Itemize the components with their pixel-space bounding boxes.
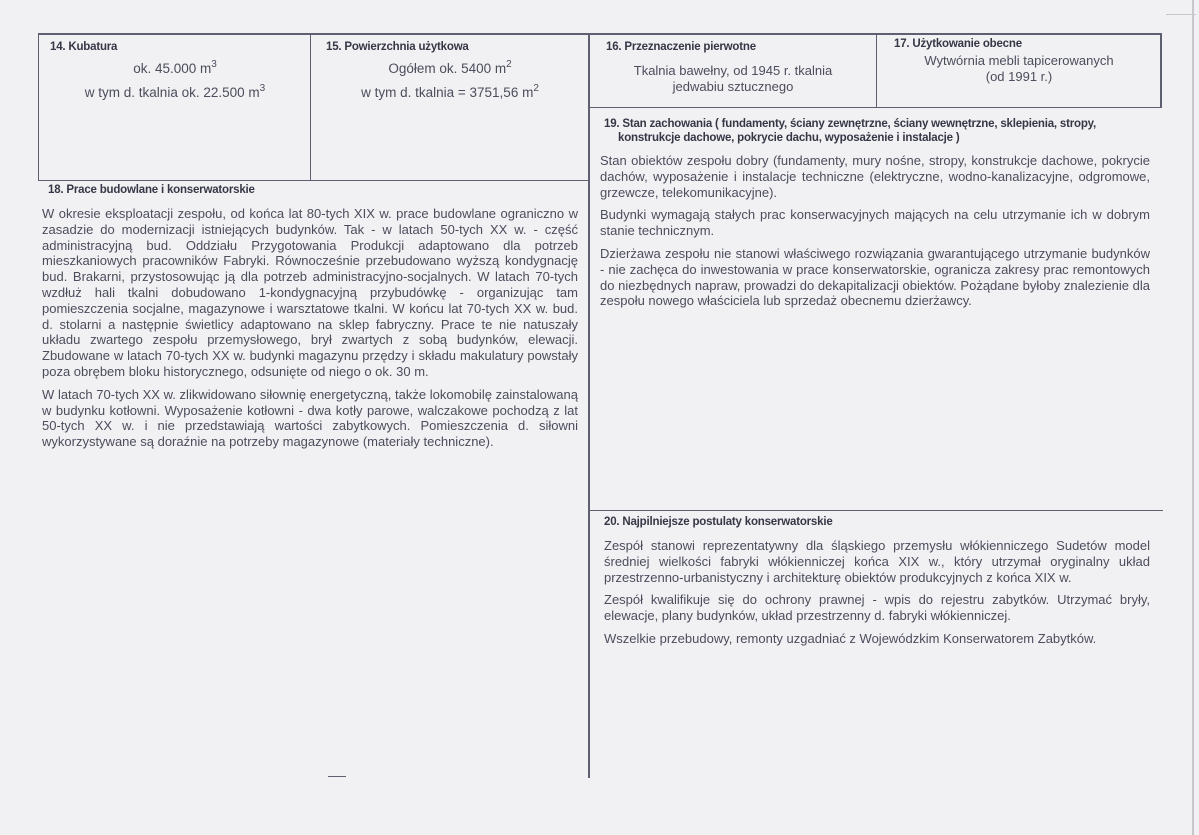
section-14-kubatura [42, 38, 308, 178]
section-14-title: 14. Kubatura [50, 41, 118, 53]
left-border-line [38, 33, 39, 180]
section-16-przeznaczenie [592, 38, 874, 106]
small-tick-mark [328, 776, 346, 777]
powierzchnia-total [314, 59, 586, 78]
section-15-powierzchnia [314, 38, 586, 178]
center-divider-line [588, 33, 590, 778]
kubatura-total-text: ok. 45.000 m [133, 61, 212, 76]
divider-row1-left [38, 180, 589, 181]
powierzchnia-tkalnia-unit-exp: 2 [533, 83, 539, 94]
top-border-line [38, 33, 1161, 35]
right-border-line [1160, 33, 1162, 108]
powierzchnia-total-unit-exp: 2 [506, 59, 512, 70]
przeznaczenie-line-1: Tkalnia bawełny, od 1945 r. tkalnia [633, 63, 833, 78]
postulaty-paragraph-1: Zespół stanowi reprezentatywny dla śląskiego przemysłu włókienniczego Sudetów model średniej wielkości fabryki włókienniczej końca XIX w., który utrzymał oryginalny układ przestrzenno-urbanistyczny i architekturę obiektów produkcyjnych z końca XIX w. [604, 538, 1150, 585]
divider-row1-right [589, 107, 1162, 108]
scan-edge-mark [1166, 14, 1196, 15]
uzytkowanie-value [880, 53, 1158, 85]
powierzchnia-tkalnia-text: w tym d. tkalnia = 3751,56 m [361, 85, 534, 100]
section-16-title: 16. Przeznaczenie pierwotne [606, 41, 756, 53]
stan-paragraph-2: Budynki wymagają stałych prac konserwacyjnych mających na celu utrzymanie ich w dobrym stanie technicznym. [600, 207, 1150, 239]
kubatura-total-unit-exp: 3 [211, 59, 217, 70]
przeznaczenie-line-2: jedwabiu sztucznego [672, 79, 794, 94]
section-17-uzytkowanie [880, 38, 1158, 106]
section-19-title-line-2: konstrukcje dachowe, pokrycie dachu, wyposażenie i instalacje ) [618, 132, 960, 144]
section-17-title: 17. Użytkowanie obecne [894, 38, 1022, 50]
przeznaczenie-value [592, 63, 874, 95]
divider-19-20 [589, 510, 1163, 511]
postulaty-paragraph-2: Zespół kwalifikuje się do ochrony prawnej - wpis do rejestru zabytków. Utrzymać bryły, elewacje, plany budynków, układ przestrzenny d. fabryki włókienniczej. [604, 592, 1150, 624]
prace-paragraph-2: W latach 70-tych XX w. zlikwidowano siłownię energetyczną, także lokomobilę zainstalowaną w budynku kotłowni. Wyposażenie kotłowni - dwa kotły parowe, walczakowe pochodzą z lat 50-tych XX w. i nie przedstawiają wartości zabytkowych. Pomieszczenia d. siłowni wykorzystywane są doraźnie na potrzeby magazynowe (materiały techniczne). [42, 386, 578, 450]
divider-14-15 [310, 33, 311, 181]
uzytkowanie-line-1: Wytwórnia mebli tapicerowanych [924, 53, 1114, 68]
prace-paragraph-1: W okresie eksploatacji zespołu, od końca lat 80-tych XIX w. prace budowlane ograniczno w zasadzie do modernizacji istniejących budynków. Tak - w latach 50-tych XX w. - część administracyjną bud. Oddziału Przygotowania Produkcji adaptowano dla potrzeb mieszkaniowych pracowników Fabryki. Równocześnie przebudowano wyższą kondygnację bud. Brakarni, przystosowując ją dla potrzeb administracyjno-socjalnych. W latach 70-tych wzdłuż hali tkalni dobudowano 1-kondygnacyjną przybudówkę - organizując tam pomieszczenia socjalne, magazynowe i warsztatowe tkalni. W końcu lat 70-tych XX w. bud. d. stolarni a następnie świetlicy adaptowano na sklep fabryczny. Prace te nie natuszały układu zwartego zespołu przemysłowego, brył zwartych z sobą budynków, elewacji. Zbudowane w latach 70-tych XX w. budynki magazynu przędzy i składu makulatury powstały poza obrębem bloku historycznego, odsunięte od niego o ok. 30 m. [42, 206, 578, 379]
kubatura-tkalnia [42, 83, 308, 102]
section-15-title: 15. Powierzchnia użytkowa [326, 41, 469, 53]
section-18-prace [42, 184, 578, 457]
divider-16-17 [876, 33, 877, 107]
postulaty-paragraph-3: Wszelkie przebudowy, remonty uzgadniać z Wojewódzkim Konserwatorem Zabytków. [604, 630, 1097, 646]
kubatura-tkalnia-text: w tym d. tkalnia ok. 22.500 m [84, 85, 260, 100]
section-20-title: 20. Najpilniejsze postulaty konserwatorskie [604, 516, 833, 528]
section-20-postulaty [604, 516, 1150, 654]
powierzchnia-total-text: Ogółem ok. 5400 m [388, 61, 507, 76]
kubatura-total [42, 59, 308, 78]
section-19-stan [600, 118, 1150, 316]
powierzchnia-tkalnia [314, 83, 586, 102]
scan-edge-right [1192, 0, 1194, 835]
section-18-title: 18. Prace budowlane i konserwatorskie [48, 184, 255, 196]
section-19-title-line-1: 19. Stan zachowania ( fundamenty, ściany zewnętrzne, ściany wewnętrzne, sklepienia, stropy, [604, 118, 1097, 130]
stan-paragraph-1: Stan obiektów zespołu dobry (fundamenty, mury nośne, stropy, konstrukcje dachowe, pokrycie dachów, wyposażenie i instalacje techniczne (elektryczne, wodno-kanalizacyjne, odgromowe, grzewcze, telekomunikacyjne). [600, 153, 1150, 200]
uzytkowanie-line-2: (od 1991 r.) [985, 69, 1053, 84]
kubatura-tkalnia-unit-exp: 3 [259, 83, 266, 94]
stan-paragraph-3: Dzierżawa zespołu nie stanowi właściwego rozwiązania gwarantującego utrzymanie budynków - nie zachęca do inwestowania w prace konserwatorskie, ogranicza zakresy prac remontowych do niezbędnych napraw, prowadzi do dekapitalizacji obiektów. Pożądane byłoby znalezienie dla zespołu nowego właściciela lub sprzedaż obecnemu dzierżawcy. [600, 245, 1150, 309]
